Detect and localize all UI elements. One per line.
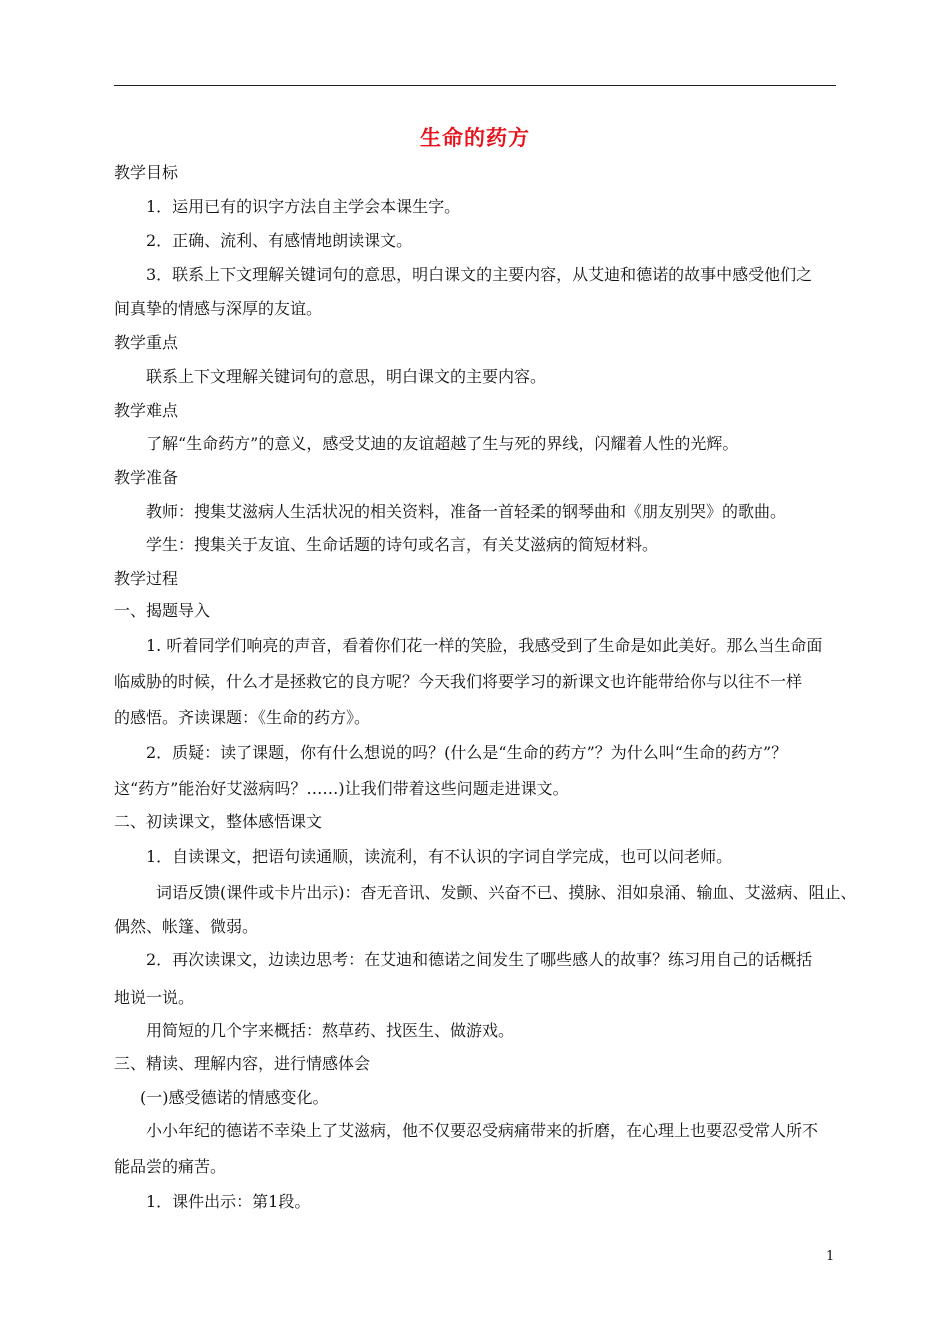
- text-line: 的感悟。齐读课题：《生命的药方》。: [114, 708, 371, 727]
- text-line: 教学目标: [114, 163, 179, 182]
- text-line: 2．质疑：读了课题，你有什么想说的吗？(什么是“生命的药方”？为什么叫“生命的药方”？: [146, 743, 788, 762]
- text-line: 地说一说。: [114, 988, 195, 1007]
- text-line: 三、精读、理解内容，进行情感体会: [114, 1054, 371, 1073]
- text-line: 偶然、帐篷、微弱。: [114, 917, 259, 936]
- text-line: 学生：搜集关于友谊、生命话题的诗句或名言，有关艾滋病的简短材料。: [146, 535, 659, 554]
- text-line: 用简短的几个字来概括：熬草药、找医生、做游戏。: [146, 1021, 515, 1040]
- text-line: 1．课件出示：第1段。: [146, 1192, 311, 1211]
- text-line: 1．自读课文，把语句读通顺，读流利，有不认识的字词自学完成，也可以问老师。: [146, 847, 733, 866]
- text-line: 2．正确、流利、有感情地朗读课文。: [146, 231, 413, 250]
- text-line: 二、初读课文，整体感悟课文: [114, 812, 323, 831]
- header-rule: [114, 85, 836, 86]
- text-line: 了解“生命药方”的意义，感受艾迪的友谊超越了生与死的界线，闪耀着人性的光辉。: [146, 434, 739, 453]
- text-line: 联系上下文理解关键词句的意思，明白课文的主要内容。: [146, 367, 547, 386]
- text-line: 临威胁的时候，什么才是拯救它的良方呢？今天我们将要学习的新课文也许能带给你与以往不一样: [114, 672, 803, 691]
- text-line: 教学准备: [114, 468, 179, 487]
- text-line: 一、揭题导入: [114, 601, 211, 620]
- text-line: 小小年纪的德诺不幸染上了艾滋病，他不仅要忍受病痛带来的折磨，在心理上也要忍受常人所不: [146, 1121, 819, 1140]
- text-line: 词语反馈(课件或卡片出示)：杳无音讯、发颤、兴奋不已、摸脉、泪如泉涌、输血、艾滋病、阻止、: [156, 883, 857, 902]
- text-line: 间真挚的情感与深厚的友谊。: [114, 299, 323, 318]
- text-line: 这“药方”能治好艾滋病吗？……)让我们带着这些问题走进课文。: [114, 779, 569, 798]
- text-line: 教学难点: [114, 401, 179, 420]
- text-line: 3．联系上下文理解关键词句的意思，明白课文的主要内容，从艾迪和德诺的故事中感受他们之: [146, 265, 813, 284]
- text-line: (一)感受德诺的情感变化。: [140, 1088, 329, 1107]
- page-number: 1: [826, 1249, 835, 1264]
- text-line: 教师：搜集艾滋病人生活状况的相关资料，准备一首轻柔的钢琴曲和《朋友别哭》的歌曲。: [146, 502, 787, 521]
- page-title: 生命的药方: [420, 126, 530, 150]
- text-line: 1．运用已有的识字方法自主学会本课生字。: [146, 197, 461, 216]
- text-line: 教学重点: [114, 333, 179, 352]
- text-line: 2．再次读课文，边读边思考：在艾迪和德诺之间发生了哪些感人的故事？练习用自己的话概括: [146, 950, 813, 969]
- text-line: 1. 听着同学们响亮的声音，看着你们花一样的笑脸，我感受到了生命是如此美好。那么当生命面: [146, 636, 823, 655]
- text-line: 能品尝的痛苦。: [114, 1157, 227, 1176]
- text-line: 教学过程: [114, 569, 179, 588]
